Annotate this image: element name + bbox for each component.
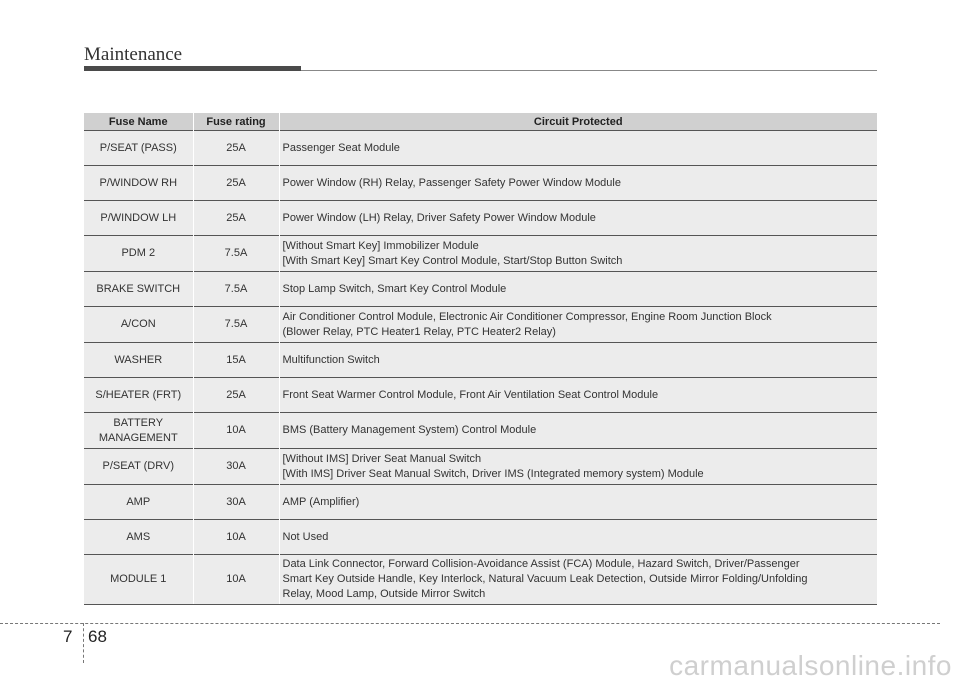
fuse-name-cell (84, 131, 193, 166)
fuse-name-line: BRAKE SWITCH (96, 282, 181, 295)
fuse-table (84, 113, 877, 605)
fuse-name-line: S/HEATER (FRT) (95, 388, 182, 401)
circuit-line: Smart Key Outside Handle, Key Interlock, Natural Vacuum Leak Detection, Outside Mirror Folding/Unfolding (282, 573, 808, 585)
circuit-protected-cell (279, 413, 877, 449)
circuit-protected-cell (279, 131, 877, 166)
table-row (84, 449, 877, 485)
title-underline-accent (84, 66, 301, 71)
circuit-line: [With IMS] Driver Seat Manual Switch, Driver IMS (Integrated memory system) Module (282, 467, 704, 480)
fuse-rating-cell: 30A (193, 485, 279, 520)
fuse-name-line: AMP (126, 495, 151, 508)
table-row (84, 166, 877, 201)
column-header-fuse-name: Fuse Name (84, 113, 193, 131)
fuse-rating-cell: 25A (193, 131, 279, 166)
section-title: Maintenance (84, 44, 183, 65)
page-number-divider (83, 623, 84, 663)
fuse-name-line: PDM 2 (121, 247, 156, 259)
fuse-rating-cell: 7.5A (193, 307, 279, 343)
table-row (84, 413, 877, 449)
circuit-line: [Without Smart Key] Immobilizer Module (282, 239, 479, 252)
table-row (84, 485, 877, 520)
circuit-line: Multifunction Switch (282, 353, 380, 366)
circuit-line: Relay, Mood Lamp, Outside Mirror Switch (282, 588, 486, 600)
table-row (84, 343, 877, 378)
circuit-line: Power Window (LH) Relay, Driver Safety Power Window Module (282, 211, 596, 224)
fuse-rating-cell: 7.5A (193, 236, 279, 272)
circuit-line: Data Link Connector, Forward Collision-Avoidance Assist (FCA) Module, Hazard Switch, Driver/Passenger (282, 558, 800, 570)
fuse-name-line: AMS (126, 530, 151, 543)
fuse-rating-cell: 30A (193, 449, 279, 485)
fuse-name-line: P/SEAT (DRV) (102, 460, 175, 472)
fuse-name-cell (84, 378, 193, 413)
circuit-protected-cell (279, 166, 877, 201)
column-header-fuse-rating: Fuse rating (193, 113, 279, 131)
fuse-name-cell (84, 166, 193, 201)
fuse-name-line: P/WINDOW LH (100, 211, 177, 224)
circuit-protected-cell (279, 378, 877, 413)
fuse-name-line: A/CON (120, 318, 156, 330)
fuse-name-cell (84, 343, 193, 378)
circuit-protected-cell (279, 236, 877, 272)
fuse-name-line: P/WINDOW RH (99, 176, 178, 189)
fuse-name-cell (84, 449, 193, 485)
table-header-row (84, 113, 877, 131)
circuit-protected-cell (279, 520, 877, 555)
circuit-line: BMS (Battery Management System) Control Module (282, 424, 537, 436)
fuse-name-cell (84, 272, 193, 307)
fuse-name-cell (84, 201, 193, 236)
circuit-protected-cell (279, 485, 877, 520)
circuit-protected-cell (279, 449, 877, 485)
fuse-rating-cell: 25A (193, 166, 279, 201)
circuit-protected-cell (279, 272, 877, 307)
circuit-line: Power Window (RH) Relay, Passenger Safety Power Window Module (282, 176, 621, 189)
fuse-rating-cell: 10A (193, 413, 279, 449)
fuse-rating-cell: 10A (193, 555, 279, 605)
table-row (84, 272, 877, 307)
fuse-name-cell (84, 520, 193, 555)
fuse-rating-cell: 15A (193, 343, 279, 378)
circuit-protected-cell (279, 201, 877, 236)
circuit-protected-cell (279, 555, 877, 605)
circuit-protected-cell (279, 307, 877, 343)
fuse-rating-cell: 25A (193, 201, 279, 236)
fuse-name-line: BATTERY (113, 416, 164, 429)
table-row (84, 555, 877, 605)
page-number: 68 (88, 627, 107, 646)
circuit-line: (Blower Relay, PTC Heater1 Relay, PTC Heater2 Relay) (282, 325, 556, 338)
column-header-circuit-protected: Circuit Protected (279, 113, 877, 131)
circuit-line: Passenger Seat Module (282, 141, 400, 154)
title-underline-rule (301, 70, 877, 71)
fuse-name-cell (84, 236, 193, 272)
fuse-rating-cell: 10A (193, 520, 279, 555)
fuse-name-line: MODULE 1 (110, 573, 167, 585)
circuit-line: AMP (Amplifier) (282, 495, 360, 508)
table-row (84, 378, 877, 413)
watermark-text: carmanualsonline.info (669, 650, 952, 681)
fuse-rating-cell: 7.5A (193, 272, 279, 307)
table-row (84, 520, 877, 555)
fuse-name-cell (84, 413, 193, 449)
footer-divider (0, 623, 940, 624)
fuse-name-cell (84, 485, 193, 520)
table-row (84, 131, 877, 166)
chapter-number: 7 (63, 627, 73, 646)
fuse-name-line: P/SEAT (PASS) (99, 141, 177, 154)
circuit-line: Front Seat Warmer Control Module, Front Air Ventilation Seat Control Module (282, 388, 659, 401)
fuse-name-cell (84, 555, 193, 605)
circuit-line: [Without IMS] Driver Seat Manual Switch (282, 452, 482, 465)
fuse-table-body (84, 131, 877, 605)
table-row (84, 201, 877, 236)
table-row (84, 236, 877, 272)
fuse-name-line: MANAGEMENT (98, 431, 178, 444)
circuit-line: Not Used (282, 530, 329, 543)
table-row (84, 307, 877, 343)
circuit-line: [With Smart Key] Smart Key Control Module, Start/Stop Button Switch (282, 254, 623, 267)
fuse-name-line: WASHER (114, 353, 163, 366)
fuse-name-cell (84, 307, 193, 343)
circuit-line: Stop Lamp Switch, Smart Key Control Module (282, 282, 507, 295)
fuse-rating-cell: 25A (193, 378, 279, 413)
circuit-line: Air Conditioner Control Module, Electronic Air Conditioner Compressor, Engine Room Junction Block (282, 310, 772, 323)
circuit-protected-cell (279, 343, 877, 378)
